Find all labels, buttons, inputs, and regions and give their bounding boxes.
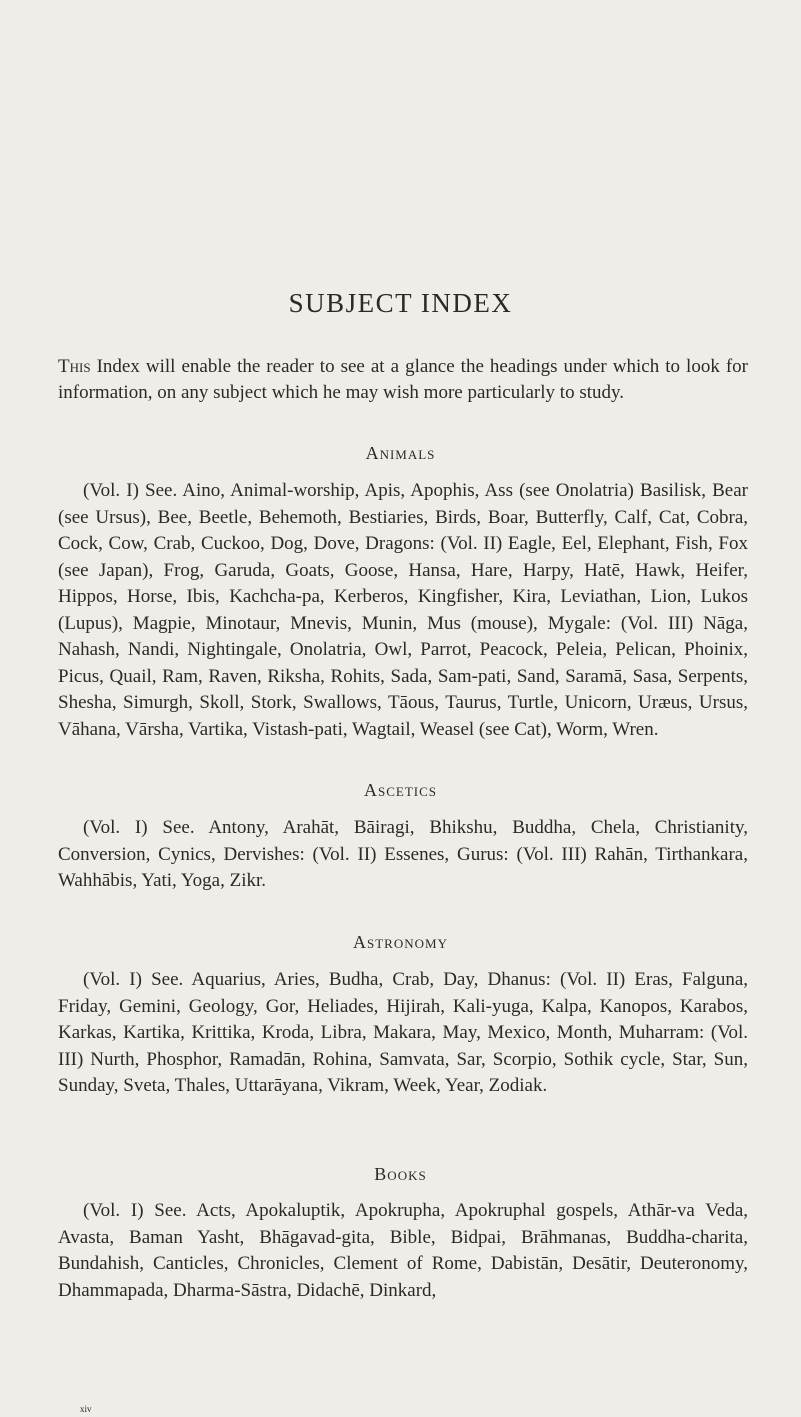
section-heading-astronomy: Astronomy bbox=[353, 932, 448, 952]
section-heading-ascetics: Ascetics bbox=[363, 780, 437, 800]
section-body-animals: (Vol. I) See. Aino, Animal-worship, Apis, Apophis, Ass (see Onolatria) Basilisk, Bear (see Ursus), Bee, Beetle, Behemoth, Bestiaries, Birds, Boar, Butterfly, Calf, Cat, Cobra, Cock, Cow, Crab, Cuckoo, Dog, Dove, Dragons: (Vol. II) Eagle, Eel, Elephant, Fish, Fox (see Japan), Frog, Garuda, Goats, Goose, Hansa, Hare, Harpy, Hatē, Hawk, Heifer, Hippos, Horse, Ibis, Kachcha-pa, Kerberos, Kingfisher, Kira, Leviathan, Lion, Lukos (Lupus), Magpie, Minotaur, Mnevis, Munin, Mus (mouse), Mygale: (Vol. III) Nāga, Nahash, Nandi, Nightingale, Onolatria, Owl, Parrot, Peacock, Peleia, Pelican, Phoinix, Picus, Quail, Ram, Raven, Riksha, Rohits, Sada, Sam-pati, Sand, Saramā, Sasa, Serpents, Shesha, Simurgh, Skoll, Stork, Swallows, Tāous, Taurus, Turtle, Unicorn, Uræus, Ursus, Vāhana, Vārsha, Vartika, Vistash-pati, Wagtail, Weasel (see Cat), Worm, Wren. bbox=[58, 480, 748, 740]
section-body-astronomy: (Vol. I) See. Aquarius, Aries, Budha, Crab, Day, Dhanus: (Vol. II) Eras, Falguna, Friday, Gemini, Geology, Gor, Heliades, Hijirah, Kali-yuga, Kalpa, Kanopos, Karabos, Karkas, Kartika, Krittika, Kroda, Libra, Makara, May, Mexico, Month, Muharram: (Vol. III) Nurth, Phosphor, Ramadān, Rohina, Samvata, Sar, Scorpio, Sothik cycle, Star, Sun, Sunday, Sveta, Thales, Uttarāyana, Vikram, Week, Year, Zodiak. bbox=[58, 969, 748, 1096]
page-title: SUBJECT INDEX bbox=[288, 288, 513, 318]
section-body-books: (Vol. I) See. Acts, Apokaluptik, Apokrupha, Apokruphal gospels, Athār-va Veda, Avasta, Baman Yasht, Bhāgavad-gita, Bible, Bidpai, Brāhmanas, Buddha-charita, Bundahish, Canticles, Chronicles, Clement of Rome, Dabistān, Desātir, Deuteronomy, Dhammapada, Dharma-Sāstra, Didachē, Dinkard, bbox=[58, 1200, 748, 1301]
page-number: xiv bbox=[80, 1404, 92, 1414]
intro-paragraph bbox=[58, 354, 748, 406]
intro-first-word: This bbox=[58, 356, 91, 377]
intro-text: Index will enable the reader to see at a glance the headings under which to look for information, on any subject which he may wish more particularly to study. bbox=[58, 356, 748, 403]
section-heading-animals: Animals bbox=[365, 443, 436, 463]
section-body-ascetics: (Vol. I) See. Antony, Arahāt, Bāiragi, Bhikshu, Buddha, Chela, Christianity, Conversion, Cynics, Dervishes: (Vol. II) Essenes, Gurus: (Vol. III) Rahān, Tirthankara, Wahhābis, Yati, Yoga, Zikr. bbox=[58, 817, 748, 891]
section-heading-books: Books bbox=[374, 1164, 427, 1184]
